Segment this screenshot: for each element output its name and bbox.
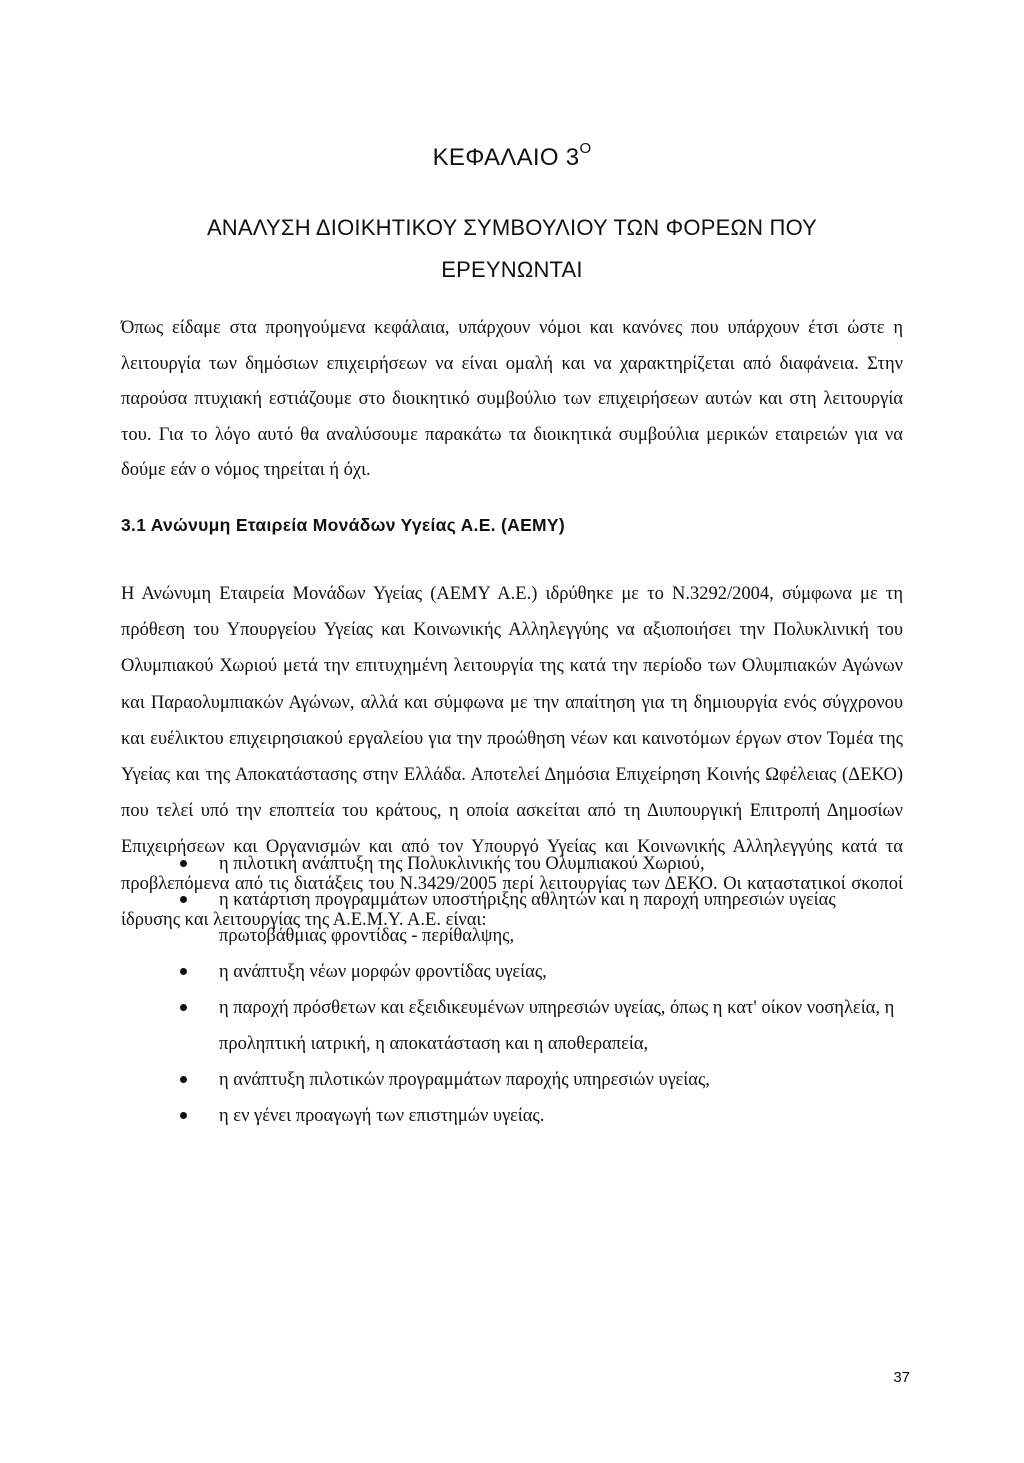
bullet-icon	[180, 896, 187, 903]
list-item	[0, 846, 1024, 882]
subsection-heading: 3.1 Ανώνυμη Εταιρεία Μονάδων Υγείας Α.Ε. (ΑΕΜΥ)	[121, 515, 566, 535]
intro-paragraph: Όπως είδαμε στα προηγούμενα κεφάλαια, υπάρχουν νόμοι και κανόνες που υπάρχουν έτσι ώστε η λειτουργία των δημόσιων επιχειρήσεων να είναι ομαλή και να χαρακτηρίζεται από διαφάνεια. Στην παρούσα πτυχιακή εστιάζουμε στο διοικητικό συμβούλιο των επιχειρήσεων αυτών και στη λειτουργία του. Για το λόγο αυτό θα αναλύσουμε παρακάτω τα διοικητικά συμβούλια μερικών εταιρειών για να δούμε εάν ο νόμος τηρείται ή όχι.	[121, 318, 903, 480]
bullet-icon	[180, 1076, 187, 1083]
section-title	[121, 207, 903, 291]
body-paragraph: Η Ανώνυμη Εταιρεία Μονάδων Υγείας (ΑΕΜΥ Α.Ε.) ιδρύθηκε με το Ν.3292/2004, σύμφωνα με τη πρόθεση του Υπουργείου Υγείας και Κοινωνικής Αλληλεγγύης να αξιοποιήσει την Πολυκλινική του Ολυμπιακού Χωριού μετά την επιτυχημένη λειτουργία της κατά την περίοδο των Ολυμπιακών Αγώνων και Παραολυμπιακών Αγώνων, αλλά και σύμφωνα με την απαίτηση για τη δημιουργία ενός σύγχρονου και ευέλικτου επιχειρησιακού εργαλείου για την προώθηση νέων και καινοτόμων έργων στον Τομέα της Υγείας και της Αποκατάστασης στην Ελλάδα. Αποτελεί Δημόσια Επιχείρηση Κοινής Ωφέλειας (ΔΕΚΟ) που τελεί υπό την εποπτεία του κράτους, η οποία ασκείται από τη Διυπουργική Επιτροπή Δημοσίων Επιχειρήσεων και Οργανισμών και από τον Υπουργό Υγείας και Κοινωνικής Αλληλεγγύης κατά τα προβλεπόμενα από τις διατάξεις του Ν.3429/2005 περί λειτουργίας των ΔΕΚΟ. Οι καταστατικοί σκοποί ίδρυσης και λειτουργίας της Α.Ε.Μ.Υ. Α.Ε. είναι:	[121, 584, 903, 930]
bullet-icon	[180, 860, 187, 867]
list-item-text: η παροχή πρόσθετων και εξειδικευμένων υπηρεσιών υγείας, όπως η κατ' οίκον νοσηλεία, η προληπτική ιατρική, η αποκατάσταση και η αποθεραπεία,	[219, 998, 895, 1054]
list-item	[0, 954, 1024, 990]
section-title-line-1: ΑΝΑΛΥΣΗ ΔΙΟΙΚΗΤΙΚΟΥ ΣΥΜΒΟΥΛΙΟΥ ΤΩΝ ΦΟΡΕΩΝ ΠΟΥ	[206, 215, 818, 240]
objectives-list	[0, 846, 1024, 1134]
list-item	[0, 882, 1024, 954]
list-item-text: η ανάπτυξη νέων μορφών φροντίδας υγείας,	[219, 962, 547, 982]
list-item-text: η πιλοτική ανάπτυξη της Πολυκλινικής του Ολυμπιακού Χωριού,	[219, 854, 705, 874]
list-item	[0, 1098, 1024, 1134]
list-item	[0, 1062, 1024, 1098]
page-number: 37	[893, 1369, 910, 1386]
chapter-superscript: Ο	[579, 140, 592, 157]
list-item	[0, 990, 1024, 1062]
section-title-line-2: ΕΡΕΥΝΩΝΤΑΙ	[441, 257, 583, 282]
list-item-text: η εν γένει προαγωγή των επιστημών υγείας.	[219, 1106, 545, 1126]
list-item-text: η κατάρτιση προγραμμάτων υποστήριξης αθλητών και η παροχή υπηρεσιών υγείας πρωτοβάθμιας φροντίδας - περίθαλψης,	[219, 890, 836, 946]
chapter-title	[0, 140, 1024, 172]
chapter-label: ΚΕΦΑΛΑΙΟ 3	[432, 144, 580, 171]
list-item-text: η ανάπτυξη πιλοτικών προγραμμάτων παροχής υπηρεσιών υγείας,	[219, 1070, 710, 1090]
bullet-icon	[180, 1004, 187, 1011]
bullet-icon	[180, 968, 187, 975]
bullet-icon	[180, 1112, 187, 1119]
